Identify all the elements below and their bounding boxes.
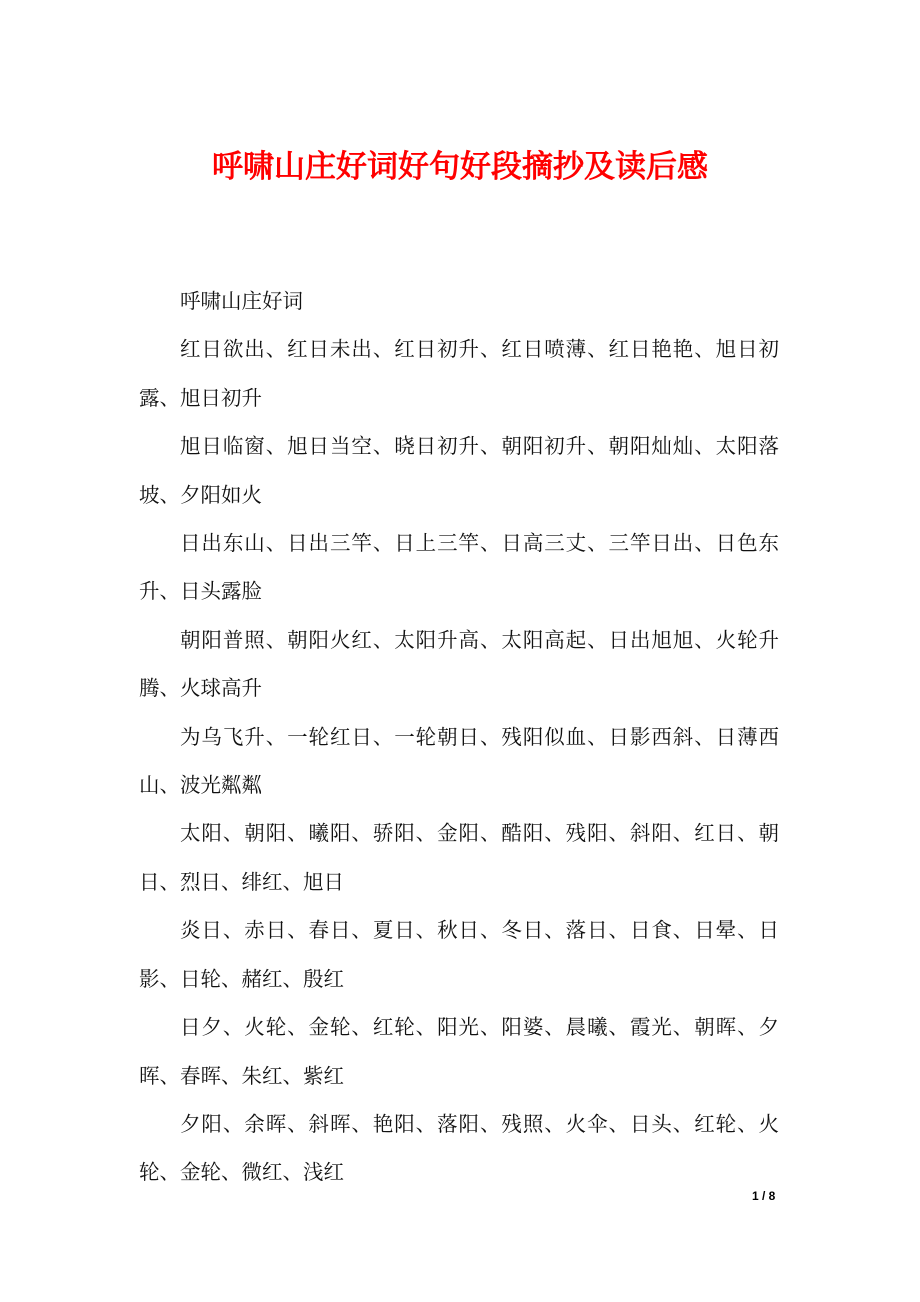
paragraph: 为乌飞升、一轮红日、一轮朝日、残阳似血、日影西斜、日薄西山、波光粼粼	[139, 724, 779, 798]
paragraph: 太阳、朝阳、曦阳、骄阳、金阳、酷阳、残阳、斜阳、红日、朝日、烈日、绯红、旭日	[139, 821, 779, 894]
paragraph: 红日欲出、红日未出、红日初升、红日喷薄、红日艳艳、旭日初露、旭日初升	[139, 337, 779, 410]
paragraph: 日夕、火轮、金轮、红轮、阳光、阳婆、晨曦、霞光、朝晖、夕晖、春晖、朱红、紫红	[139, 1015, 779, 1088]
document-title: 呼啸山庄好词好句好段摘抄及读后感	[212, 149, 708, 185]
paragraph: 旭日临窗、旭日当空、晓日初升、朝阳初升、朝阳灿灿、太阳落坡、夕阳如火	[139, 434, 779, 507]
paragraph: 炎日、赤日、春日、夏日、秋日、冬日、落日、日食、日晕、日影、日轮、赭红、殷红	[139, 918, 779, 991]
section-heading: 呼啸山庄好词	[180, 289, 303, 313]
paragraph: 日出东山、日出三竿、日上三竿、日高三丈、三竿日出、日色东升、日头露脸	[139, 531, 779, 604]
paragraph: 朝阳普照、朝阳火红、太阳升高、太阳高起、日出旭旭、火轮升腾、火球高升	[139, 627, 779, 701]
document-body	[139, 277, 779, 1197]
paragraph: 夕阳、余晖、斜晖、艳阳、落阳、残照、火伞、日头、红轮、火轮、金轮、微红、浅红	[139, 1111, 779, 1185]
page-number: 1 / 8	[752, 1189, 776, 1203]
